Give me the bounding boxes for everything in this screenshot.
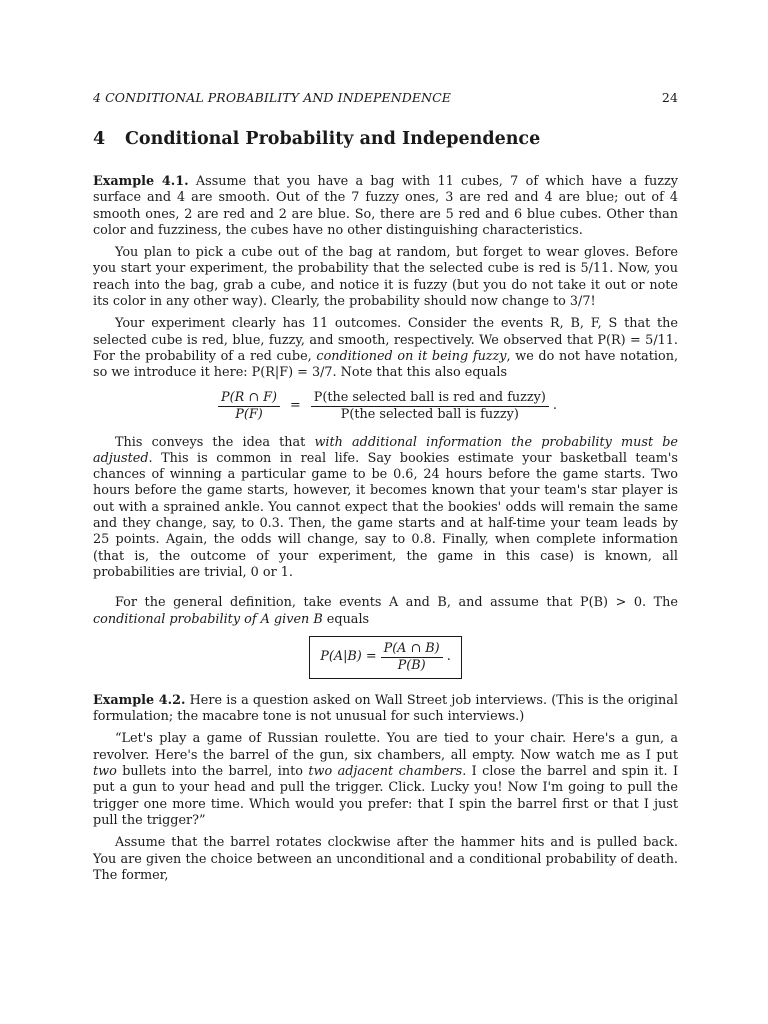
equals-sign: = <box>290 397 301 413</box>
definition-fraction <box>381 641 443 674</box>
example-4-2-paragraph-2 <box>93 731 678 829</box>
example-4-2-paragraph-1 <box>93 693 678 726</box>
fraction-right <box>311 390 549 423</box>
emphasis-text: conditioned on it being fuzzy <box>316 348 507 364</box>
fraction-left <box>218 390 280 423</box>
example-4-1-paragraph-2: You plan to pick a cube out of the bag at random, but forget to wear gloves. Before you start your experiment, the probability that the selected cube is red is 5/11. Now, you reach into the bag, grab a cube, and notice it is fuzzy (but you do not take it out or note its color in any other way). Clearly, the probability should now change to 3/7! <box>93 245 678 310</box>
emphasis-text: two adjacent chambers <box>308 764 463 780</box>
boxed-definition <box>93 636 678 679</box>
fraction-numerator: P(the selected ball is red and fuzzy) <box>311 390 549 407</box>
example-label: Example 4.2. <box>93 692 186 708</box>
paragraph-text: equals <box>322 611 370 627</box>
section-number: 4 <box>93 129 106 149</box>
paragraph-text: Your experiment clearly has 11 outcomes. Consider the events R, B, F, S that the selected cube is red, blue, fuzzy, and smooth, respectively. We observed that P(R) = 5/11. For the probability of a red cube, <box>93 316 678 364</box>
paragraph-text: Assume that you have a bag with 11 cubes, 7 of which have a fuzzy surface and 4 are smooth. Out of the 7 fuzzy ones, 3 are red and 4 are blue; out of 4 smooth ones, 2 are red and 2 are blue. So, there are 5 red and 6 blue cubes. Other than color and fuzziness, the cubes have no other distinguishing characteristics. <box>93 174 678 238</box>
example-label: Example 4.1. <box>93 174 189 189</box>
emphasis-text: two <box>93 764 117 780</box>
period: . <box>552 397 557 413</box>
example-4-1-paragraph-4 <box>93 435 678 582</box>
definition-paragraph <box>93 595 678 628</box>
fraction-denominator: P(the selected ball is fuzzy) <box>340 406 519 422</box>
emphasis-text: with additional information the probability must be adjusted <box>93 434 679 466</box>
fraction-numerator: P(A ∩ B) <box>381 641 443 658</box>
example-4-1-paragraph-1 <box>93 174 678 239</box>
definition-lhs: P(A|B) = <box>320 649 377 665</box>
section-heading <box>93 129 540 149</box>
fraction-numerator: P(R ∩ F) <box>218 390 280 407</box>
example-4-1-paragraph-3 <box>93 316 678 381</box>
period: . <box>446 649 451 665</box>
running-header <box>93 90 678 105</box>
paragraph-text: , we do not have notation, so we introduce it here: P(R|F) = 3/7. Note that this also equals <box>93 348 679 381</box>
paragraph-text: This conveys the idea that <box>115 434 315 450</box>
section-title: Conditional Probability and Independence <box>125 129 541 149</box>
paragraph-text: Here is a question asked on Wall Street job interviews. (This is the original formulation; the macabre tone is not unusual for such interviews.) <box>93 692 678 725</box>
paragraph-text: . I close the barrel and spin it. I put a gun to your head and pull the trigger. Click. Lucky you! Now I'm going to pull the trigger one more time. Which would you prefer: that I spin the barrel first or that I just pull the trigger?” <box>93 764 678 828</box>
paragraph-text: “Let's play a game of Russian roulette. You are tied to your chair. Here's a gun, a revolver. Here's the barrel of the gun, six chambers, all empty. Now watch me as I put <box>93 731 678 763</box>
paragraph-text: bullets into the barrel, into <box>116 764 309 780</box>
emphasis-text: conditional probability of A given B <box>93 611 323 627</box>
display-equation-1 <box>93 390 678 423</box>
running-title: 4 CONDITIONAL PROBABILITY AND INDEPENDENCE <box>93 90 452 105</box>
page-number: 24 <box>661 90 678 105</box>
fraction-denominator: P(B) <box>397 657 426 673</box>
example-4-2-paragraph-3: Assume that the barrel rotates clockwise after the hammer hits and is pulled back. You are given the choice between an unconditional and a conditional probability of death. The former, <box>93 835 678 883</box>
fraction-denominator: P(F) <box>235 406 263 422</box>
paragraph-text: . This is common in real life. Say bookies estimate your basketball team's chances of winning a particular game to be 0.6, 24 hours before the game starts. Two hours before the game starts, however, it becomes known that your team's star player is out with a sprained ankle. You cannot expect that the bookies' odds will remain the same and they change, say, to 0.3. Then, the game starts and at half-time your team leads by 25 points. Again, the odds will change, say to 0.8. Finally, when complete information (that is, the outcome of your experiment, the game in this case) is known, all probabilities are trivial, 0 or 1. <box>93 450 678 580</box>
paragraph-text: For the general definition, take events A and B, and assume that P(B) > 0. The <box>115 595 678 611</box>
definition-box <box>309 636 462 679</box>
body-text <box>93 174 678 890</box>
